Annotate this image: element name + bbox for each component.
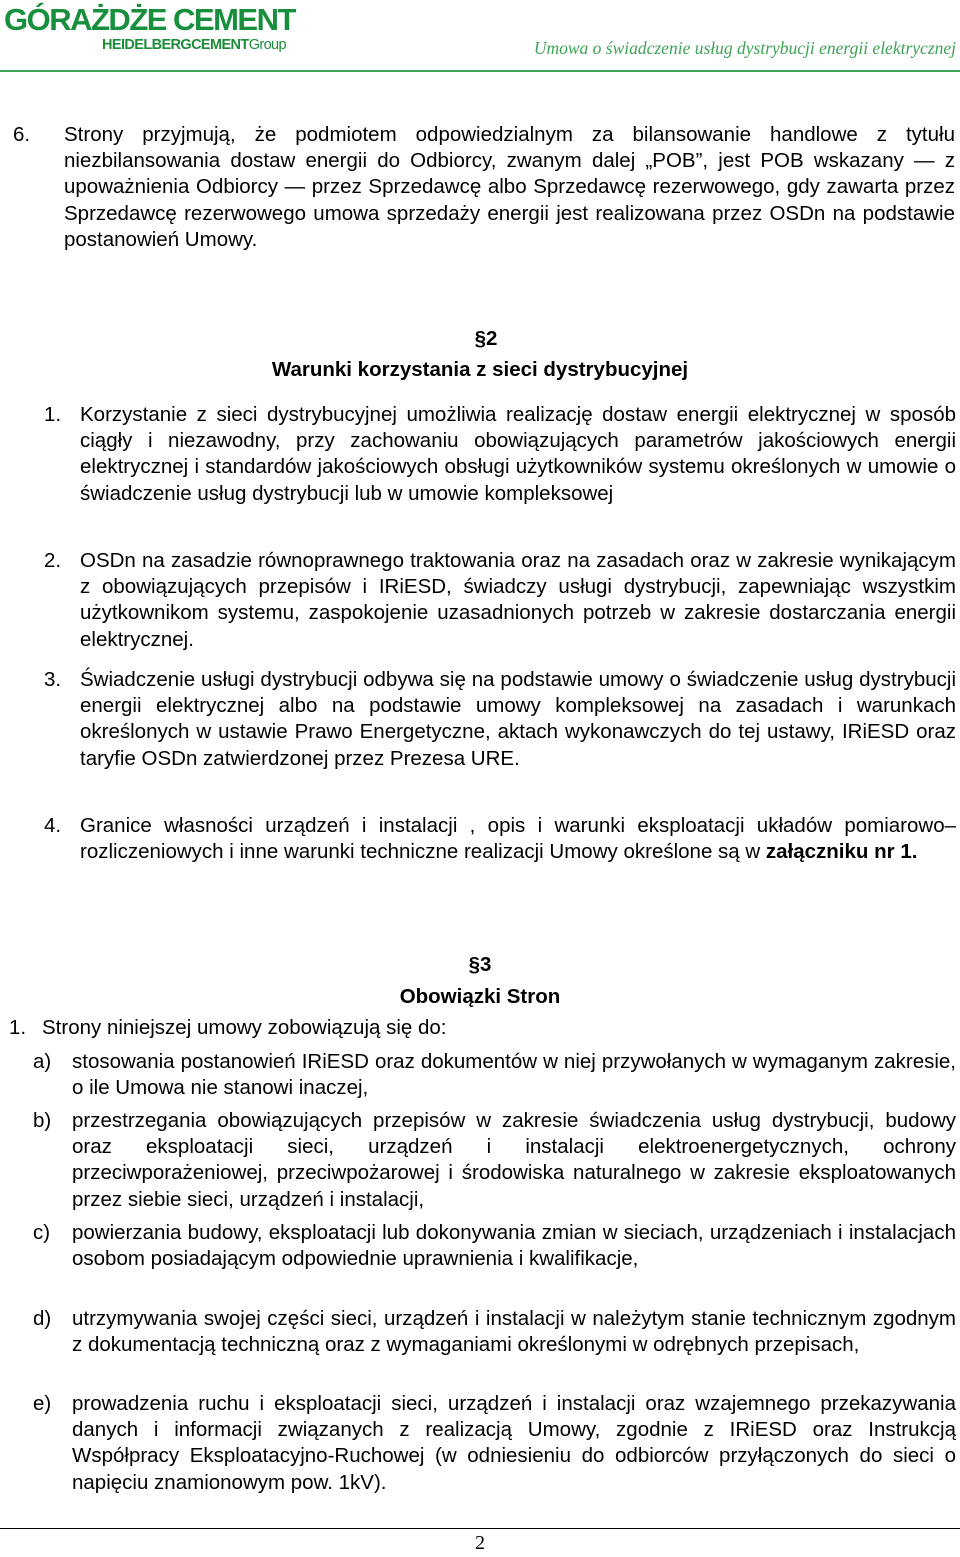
item-number: 1. xyxy=(44,403,62,426)
section-heading: §3 xyxy=(468,953,492,976)
section-heading: §2 xyxy=(474,327,498,350)
item-text: Strony przyjmują, że podmiotem odpowiedzialnym za bilansowanie handlowe z tytułu niezbilansowania dostaw energii do Odbiorcy, zwanym dalej „POB”, jest POB wskazany — z upoważnienia Odbiorcy — przez Sprzedawcę albo Sprzedawcę rezerwowego, gdy zawarta przez Sprzedawcę rezerwowego umowa sprzedaży energii jest realizowana przez OSDn na podstawie postanowień Umowy. xyxy=(64,123,955,251)
item-text xyxy=(80,813,956,865)
subitem-text: przestrzegania obowiązujących przepisów w zakresie świadczenia usług dystrybucji, budowy oraz eksploatacji sieci, urządzeń i instalacji elektroenergetycznych, ochrony przeciwporażeniowej, przeciwpożarowej i środowiska naturalnego w zakresie eksploatowanych przez siebie sieci, urządzeń i instalacji, xyxy=(72,1109,956,1211)
footer-divider xyxy=(0,1528,960,1529)
header-divider xyxy=(0,70,960,72)
company-logo: GÓRAŻDŻE CEMENT xyxy=(4,2,295,37)
item-text: Świadczenie usługi dystrybucji odbywa się na podstawie umowy o świadczenie usług dystrybucji energii elektrycznej albo na podstawie umowy kompleksowej na zasadach i warunkach określonych w ustawie Prawo Energetyczne, aktach wykonawczych do tej ustawy, IRiESD oraz taryfie OSDn zatwierdzonej przez Prezesa URE. xyxy=(80,668,956,770)
subitem-text: utrzymywania swojej części sieci, urządzeń i instalacji w należytym stanie technicznym zgodnym z dokumentacją techniczną oraz z wymaganiami określonymi w odrębnych przepisach, xyxy=(72,1307,956,1357)
item-text: Korzystanie z sieci dystrybucyjnej umożliwia realizację dostaw energii elektrycznej w sposób ciągły i niezawodny, przy zachowaniu obowiązujących parametrów jakościowych energii elektrycznej i standardów jakościowych obsługi użytkowników systemu określonych w umowie o świadczenie usług dystrybucji lub w umowie kompleksowej xyxy=(80,403,956,505)
page-number: 2 xyxy=(475,1532,485,1554)
item-number: 2. xyxy=(44,549,62,572)
group-logo-light: Group xyxy=(248,37,286,53)
item-number: 4. xyxy=(44,814,62,837)
subitem-label: b) xyxy=(33,1109,52,1132)
subitem-text: stosowania postanowień IRiESD oraz dokumentów w niej przywołanych w wymaganym zakresie, o ile Umowa nie stanowi inaczej, xyxy=(72,1050,956,1100)
page-header xyxy=(0,0,960,82)
subitem-label: a) xyxy=(33,1050,52,1073)
item-number: 6. xyxy=(13,123,31,146)
group-logo xyxy=(102,37,286,53)
subitem-label: e) xyxy=(33,1392,52,1415)
section-title: Warunki korzystania z sieci dystrybucyjnej xyxy=(271,358,689,381)
item-number: 3. xyxy=(44,668,62,691)
group-logo-bold: HEIDELBERGCEMENT xyxy=(102,37,249,53)
item-text: OSDn na zasadzie równoprawnego traktowania oraz na zasadach oraz w zakresie wynikającym z obowiązujących przepisów i IRiESD, świadczy usługi dystrybucji, zapewniając wszystkim użytkownikom systemu, zaspokojenie uzasadnionych potrzeb w zakresie dostarczania energii elektrycznej. xyxy=(80,549,956,651)
section-title: Obowiązki Stron xyxy=(399,985,561,1008)
item-text-tail: . xyxy=(911,840,918,864)
attachment-reference: załączniku nr 1 xyxy=(765,840,912,864)
subitem-text: powierzania budowy, eksploatacji lub dokonywania zmian w sieciach, urządzeniach i instalacjach osobom posiadającym odpowiednie uprawnienia i kwalifikacje, xyxy=(72,1221,956,1271)
subitem-label: d) xyxy=(33,1307,52,1330)
subitem-text: prowadzenia ruchu i eksploatacji sieci, urządzeń i instalacji oraz wzajemnego przekazywania danych i informacji związanych z realizacją Umowy, zgodnie z IRiESD oraz Instrukcją Współpracy Eksploatacyjno-Ruchowej (w odniesieniu do odbiorców przyłączonych do sieci o napięciu znamionowym pow. 1kV). xyxy=(72,1392,956,1494)
item-number: 1. xyxy=(9,1016,27,1039)
item-text-main: Granice własności urządzeń i instalacji , opis i warunki eksploatacji układów pomiarowo–rozliczeniowych i inne warunki techniczne realizacji Umowy określone są w xyxy=(80,814,956,864)
document-title: Umowa o świadczenie usług dystrybucji energii elektrycznej xyxy=(533,38,956,58)
item-text: Strony niniejszej umowy zobowiązują się do: xyxy=(42,1016,447,1039)
subitem-label: c) xyxy=(33,1221,51,1244)
